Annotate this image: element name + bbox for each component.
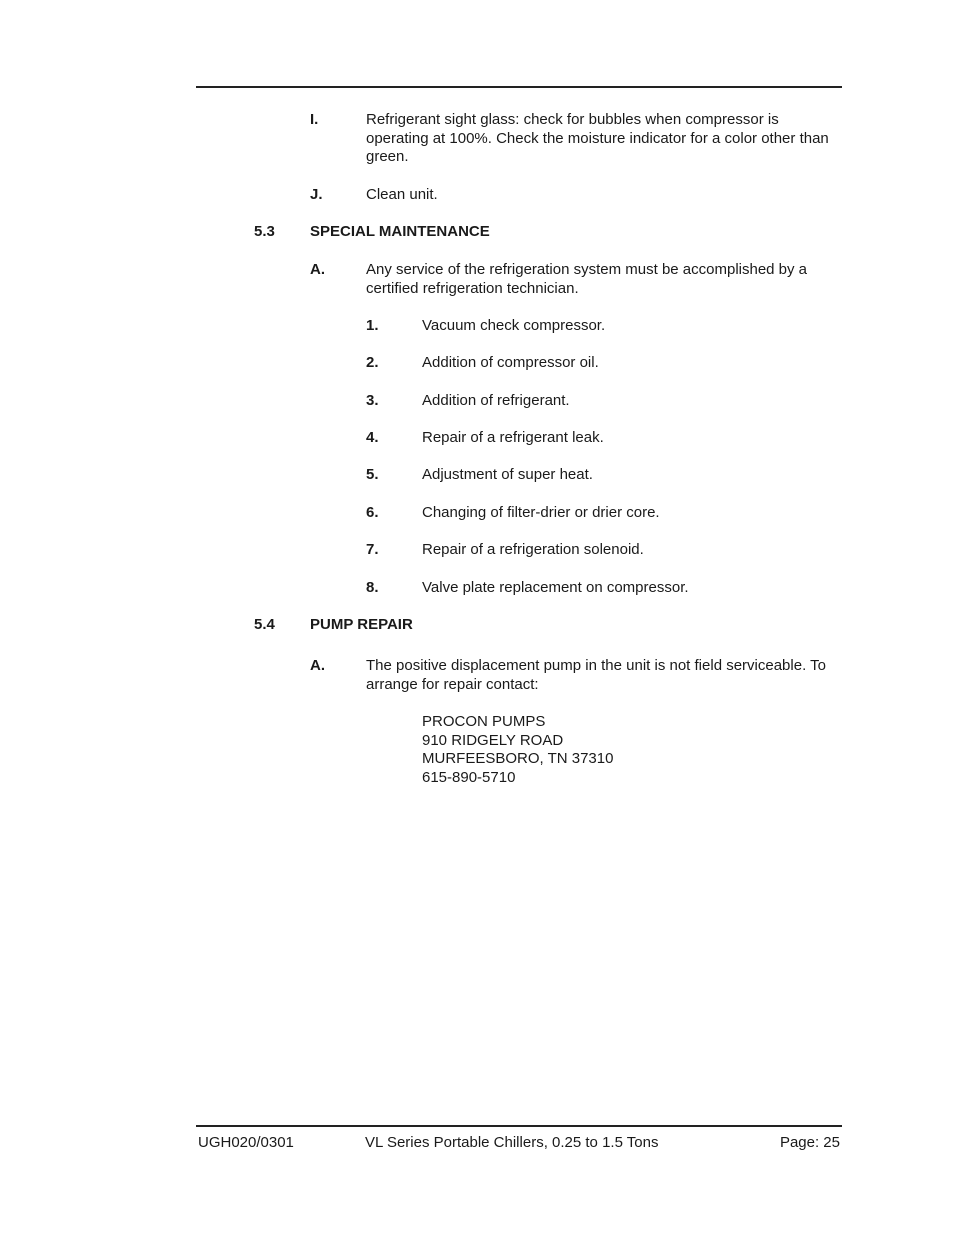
footer-doc-code: UGH020/0301 [198, 1134, 294, 1151]
subitem-text: Vacuum check compressor. [422, 317, 606, 334]
section-number-5-3: 5.3 [254, 223, 275, 240]
address-line: MURFEESBORO, TN 37310 [422, 750, 614, 767]
subitem-label: 8. [366, 579, 379, 596]
item-label-j: J. [310, 186, 323, 203]
footer-page-number: Page: 25 [779, 1134, 840, 1151]
item-text-5-4-a: The positive displacement pump in the unit is not field serviceable. To arrange for repair contact: [366, 657, 826, 693]
item-text-5-3-a: Any service of the refrigeration system must be accomplished by a certified refrigeration technician. [366, 261, 808, 297]
subitem-text: Addition of compressor oil. [422, 354, 599, 371]
subitem-label: 4. [366, 429, 379, 446]
subitem-label: 6. [366, 504, 379, 521]
section-title-special-maintenance: SPECIAL MAINTENANCE [310, 223, 490, 240]
item-text-j: Clean unit. [366, 186, 438, 203]
subitem-text: Addition of refrigerant. [422, 392, 570, 409]
subitem-label: 7. [366, 541, 379, 558]
item-label-i: I. [310, 111, 319, 128]
address-block [422, 713, 613, 787]
item-label-5-3-a: A. [310, 261, 325, 278]
bottom-rule [196, 1125, 842, 1127]
section-number-5-4: 5.4 [254, 616, 275, 633]
subitem-label: 1. [366, 317, 379, 334]
subitem-text: Changing of filter-drier or drier core. [422, 504, 660, 521]
footer-title: VL Series Portable Chillers, 0.25 to 1.5 Tons [365, 1134, 659, 1151]
subitem-text: Repair of a refrigeration solenoid. [422, 541, 644, 558]
address-line: PROCON PUMPS [422, 713, 546, 730]
subitem-label: 3. [366, 392, 379, 409]
item-label-5-4-a: A. [310, 657, 325, 674]
subitem-text: Repair of a refrigerant leak. [422, 429, 604, 446]
address-line: 910 RIDGELY ROAD [422, 731, 564, 749]
subitem-text: Valve plate replacement on compressor. [422, 579, 689, 596]
subitem-text: Adjustment of super heat. [422, 466, 593, 483]
item-text-i: Refrigerant sight glass: check for bubbles when compressor is operating at 100%. Check the moisture indicator for a color other than green. [366, 111, 829, 165]
subitem-label: 5. [366, 466, 379, 483]
top-rule [196, 86, 842, 88]
address-line: 615-890-5710 [422, 768, 516, 786]
section-title-pump-repair: PUMP REPAIR [310, 616, 413, 633]
subitem-label: 2. [366, 354, 379, 371]
